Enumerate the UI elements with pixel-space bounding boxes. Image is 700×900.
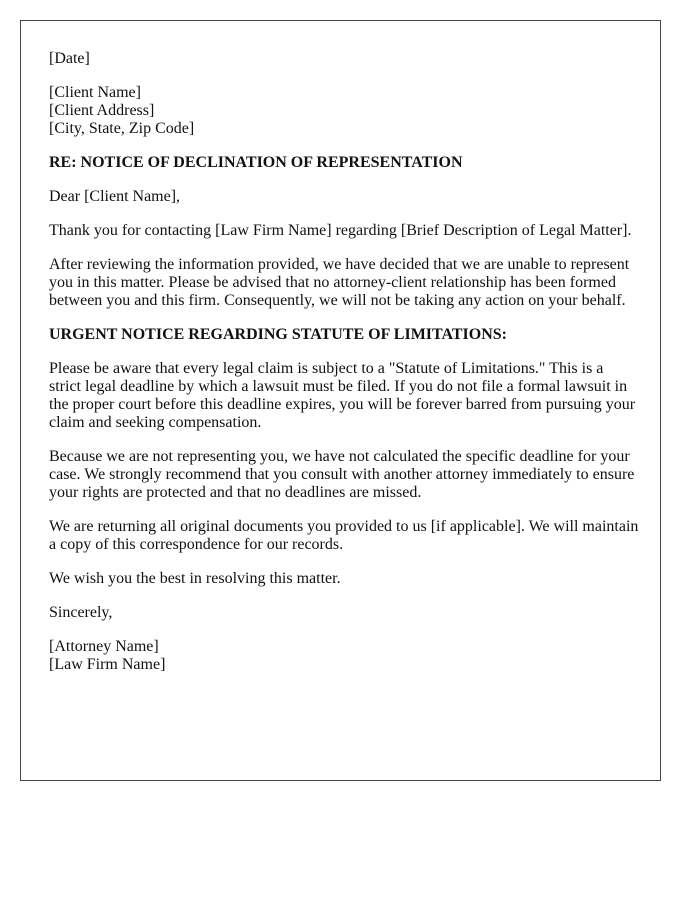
recipient-block (49, 84, 639, 138)
closing: Sincerely, (49, 604, 113, 621)
recipient-city: [City, State, Zip Code] (49, 120, 195, 137)
recipient-name: [Client Name] (49, 84, 141, 101)
paragraph-thanks: Thank you for contacting [Law Firm Name] regarding [Brief Description of Legal Matter]. (49, 222, 632, 239)
paragraph-recommend: Because we are not representing you, we have not calculated the specific deadline for your case. We strongly recommend that you consult with another attorney immediately to ensure your rights are protected and that no deadlines are missed. (49, 448, 635, 501)
recipient-address: [Client Address] (49, 102, 155, 119)
subject-line: RE: NOTICE OF DECLINATION OF REPRESENTATION (49, 154, 463, 171)
paragraph-wish: We wish you the best in resolving this matter. (49, 570, 341, 587)
paragraph-statute: Please be aware that every legal claim is subject to a "Statute of Limitations." This is a strict legal deadline by which a lawsuit must be filed. If you do not file a formal lawsuit in the proper court before this deadline expires, you will be forever barred from pursuing your claim and seeking compensation. (49, 360, 636, 431)
salutation: Dear [Client Name], (49, 188, 181, 205)
date: [Date] (49, 50, 90, 67)
letter-document (20, 20, 661, 781)
signature-block (49, 638, 639, 674)
attorney-name: [Attorney Name] (49, 638, 159, 655)
paragraph-documents: We are returning all original documents you provided to us [if applicable]. We will maintain a copy of this correspondence for our records. (49, 518, 639, 553)
paragraph-decline: After reviewing the information provided, we have decided that we are unable to represent you in this matter. Please be advised that no attorney-client relationship has been formed between you and this firm. Consequently, we will not be taking any action on your behalf. (49, 256, 630, 309)
firm-name: [Law Firm Name] (49, 656, 166, 673)
urgent-heading: URGENT NOTICE REGARDING STATUTE OF LIMITATIONS: (49, 326, 507, 343)
